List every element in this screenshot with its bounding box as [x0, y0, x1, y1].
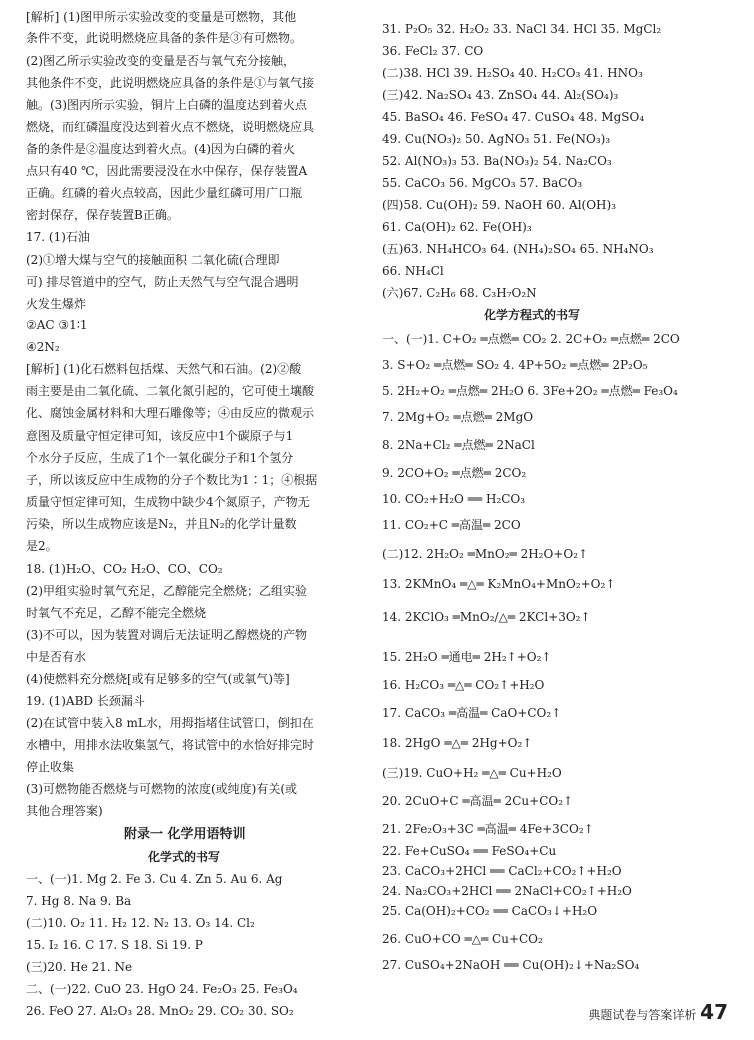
left-line: (二)10. O₂ 11. H₂ 12. N₂ 13. O₃ 14. Cl₂ [26, 916, 255, 930]
right-line: 3. S+O₂ ═点燃═ SO₂ 4. 4P+5O₂ ═点燃═ 2P₂O₅ [382, 358, 648, 372]
left-line: 17. (1)石油 [26, 230, 90, 244]
right-line: 化学方程式的书写 [484, 308, 581, 322]
right-line: 55. CaCO₃ 56. MgCO₃ 57. BaCO₃ [382, 176, 583, 190]
right-line: 17. CaCO₃ ═高温═ CaO+CO₂↑ [382, 706, 562, 720]
right-line: (三)42. Na₂SO₄ 43. ZnSO₄ 44. Al₂(SO₄)₃ [382, 88, 619, 102]
right-line: 11. CO₂+C ═高温═ 2CO [382, 518, 521, 532]
left-line: 燃烧，而红磷温度没达到着火点不燃烧，说明燃烧应具 [26, 120, 315, 134]
left-line: 时氧气不充足，乙醇不能完全燃烧 [26, 606, 207, 620]
right-line: 52. Al(NO₃)₃ 53. Ba(NO₃)₂ 54. Na₂CO₃ [382, 154, 612, 168]
right-line: 15. 2H₂O ═通电═ 2H₂↑+O₂↑ [382, 650, 552, 664]
right-line: (二)12. 2H₂O₂ ═MnO₂═ 2H₂O+O₂↑ [382, 547, 589, 561]
left-line: 可) 排尽管道中的空气，防止天然气与空气混合遇明 [26, 275, 299, 289]
right-line: 36. FeCl₂ 37. CO [382, 44, 484, 58]
left-line: ④2N₂ [26, 340, 60, 354]
left-line: 19. (1)ABD 长颈漏斗 [26, 694, 145, 708]
right-line: 49. Cu(NO₃)₂ 50. AgNO₃ 51. Fe(NO₃)₃ [382, 132, 611, 146]
right-line: 45. BaSO₄ 46. FeSO₄ 47. CuSO₄ 48. MgSO₄ [382, 110, 645, 124]
right-line: (五)63. NH₄HCO₃ 64. (NH₄)₂SO₄ 65. NH₄NO₃ [382, 242, 654, 256]
right-line: (二)38. HCl 39. H₂SO₄ 40. H₂CO₃ 41. HNO₃ [382, 66, 643, 80]
left-line: 中是否有水 [26, 650, 87, 664]
left-line: 质量守恒定律可知，生成物中缺少4个氮原子，产物无 [26, 495, 310, 509]
right-line: (四)58. Cu(OH)₂ 59. NaOH 60. Al(OH)₃ [382, 198, 617, 212]
left-line: 点只有40 ℃，因此需要浸没在水中保存，保存装置A [26, 164, 308, 178]
left-line: 火发生爆炸 [26, 297, 87, 311]
right-line: 27. CuSO₄+2NaOH ══ Cu(OH)₂↓+Na₂SO₄ [382, 958, 640, 972]
right-line: 22. Fe+CuSO₄ ══ FeSO₄+Cu [382, 844, 557, 858]
right-line: 31. P₂O₅ 32. H₂O₂ 33. NaCl 34. HCl 35. MgCl₂ [382, 22, 662, 36]
left-line: 一、(一)1. Mg 2. Fe 3. Cu 4. Zn 5. Au 6. Ag [26, 872, 283, 886]
right-line: 26. CuO+CO ═△═ Cu+CO₂ [382, 932, 543, 946]
left-line: 正确。红磷的着火点较高，因此少量红磷可用广口瓶 [26, 186, 303, 200]
left-line: 水槽中，用排水法收集氢气，将试管中的水恰好排完时 [26, 738, 315, 752]
left-line: (2)图乙所示实验改变的变量是否与氧气充分接触， [26, 54, 295, 68]
right-line: 10. CO₂+H₂O ══ H₂CO₃ [382, 492, 526, 506]
right-line: 14. 2KClO₃ ═MnO₂/△═ 2KCl+3O₂↑ [382, 610, 591, 624]
left-line: 26. FeO 27. Al₂O₃ 28. MnO₂ 29. CO₂ 30. SO₂ [26, 1004, 294, 1018]
left-line: (3)不可以，因为装置对调后无法证明乙醇燃烧的产物 [26, 628, 308, 642]
left-line: 子，所以该反应中生成物的分子个数比为1∶1；④根据 [26, 473, 318, 487]
page-number: 47 [700, 1000, 728, 1024]
right-line: 61. Ca(OH)₂ 62. Fe(OH)₃ [382, 220, 532, 234]
right-line: 20. 2CuO+C ═高温═ 2Cu+CO₂↑ [382, 794, 574, 808]
right-line: (六)67. C₂H₆ 68. C₃H₇O₂N [382, 286, 537, 300]
right-line: 24. Na₂CO₃+2HCl ══ 2NaCl+CO₂↑+H₂O [382, 884, 632, 898]
left-line: (2)①增大煤与空气的接触面积 二氧化硫(合理即 [26, 253, 280, 267]
page-footer [588, 1000, 728, 1024]
left-line: 附录一 化学用语特训 [124, 827, 246, 842]
left-line: 污染，所以生成物应该是N₂，并且N₂的化学计量数 [26, 517, 297, 531]
right-line: 66. NH₄Cl [382, 264, 444, 278]
left-line: 备的条件是②温度达到着火点。(4)因为白磷的着火 [26, 142, 295, 156]
right-line: 18. 2HgO ═△═ 2Hg+O₂↑ [382, 736, 533, 750]
left-line: 雨主要是由二氧化硫、二氧化氮引起的，它可使土壤酸 [26, 384, 315, 398]
left-line: 条件不变，此说明燃烧应具备的条件是③有可燃物。 [26, 31, 303, 45]
left-line: (三)20. He 21. Ne [26, 960, 133, 974]
left-line: (3)可燃物能否燃烧与可燃物的浓度(或纯度)有关(或 [26, 782, 298, 796]
left-line: 是2。 [26, 539, 58, 553]
left-line: (2)在试管中装入8 mL水，用拇指堵住试管口，倒扣在 [26, 716, 314, 730]
left-line: 18. (1)H₂O、CO₂ H₂O、CO、CO₂ [26, 562, 223, 576]
left-line: [解析] (1)化石燃料包括煤、天然气和石油。(2)②酸 [26, 362, 302, 376]
left-line: 个水分子反应，生成了1个一氧化碳分子和1个氢分 [26, 451, 294, 465]
right-line: 8. 2Na+Cl₂ ═点燃═ 2NaCl [382, 438, 535, 452]
left-line: 密封保存，保存装置B正确。 [26, 208, 179, 222]
right-line: 25. Ca(OH)₂+CO₂ ══ CaCO₃↓+H₂O [382, 904, 598, 918]
left-line: 其他合理答案) [26, 804, 103, 818]
footer-label: 典题试卷与答案详析 [588, 1008, 697, 1022]
left-line: 7. Hg 8. Na 9. Ba [26, 894, 132, 908]
left-line: 意图及质量守恒定律可知，该反应中1个碳原子与1 [26, 429, 294, 443]
left-line: 触。(3)图丙所示实验，铜片上白磷的温度达到着火点 [26, 98, 308, 112]
left-line: (2)甲组实验时氧气充足，乙醇能完全燃烧；乙组实验 [26, 584, 308, 598]
left-line: 停止收集 [26, 760, 75, 774]
right-line: 13. 2KMnO₄ ═△═ K₂MnO₄+MnO₂+O₂↑ [382, 577, 616, 591]
left-line: 化、腐蚀金属材料和大理石雕像等；④由反应的微观示 [26, 406, 315, 420]
left-line: ②AC ③1∶1 [26, 318, 88, 332]
left-line: 其他条件不变，此说明燃烧应具备的条件是①与氧气接 [26, 76, 315, 90]
left-line: 15. I₂ 16. C 17. S 18. Si 19. P [26, 938, 203, 952]
right-line: 一、(一)1. C+O₂ ═点燃═ CO₂ 2. 2C+O₂ ═点燃═ 2CO [382, 332, 680, 346]
left-line: 二、(一)22. CuO 23. HgO 24. Fe₂O₃ 25. Fe₃O₄ [26, 982, 298, 996]
right-line: 5. 2H₂+O₂ ═点燃═ 2H₂O 6. 3Fe+2O₂ ═点燃═ Fe₃O₄ [382, 384, 678, 398]
right-line: 9. 2CO+O₂ ═点燃═ 2CO₂ [382, 466, 527, 480]
right-line: 23. CaCO₃+2HCl ══ CaCl₂+CO₂↑+H₂O [382, 864, 622, 878]
left-line: (4)使燃料充分燃烧[或有足够多的空气(或氧气)等] [26, 672, 290, 686]
right-line: 7. 2Mg+O₂ ═点燃═ 2MgO [382, 410, 534, 424]
left-line: 化学式的书写 [148, 850, 221, 864]
left-line: [解析] (1)图甲所示实验改变的变量是可燃物，其他 [26, 10, 297, 24]
right-line: (三)19. CuO+H₂ ═△═ Cu+H₂O [382, 766, 562, 780]
right-line: 21. 2Fe₂O₃+3C ═高温═ 4Fe+3CO₂↑ [382, 822, 594, 836]
right-line: 16. H₂CO₃ ═△═ CO₂↑+H₂O [382, 678, 545, 692]
